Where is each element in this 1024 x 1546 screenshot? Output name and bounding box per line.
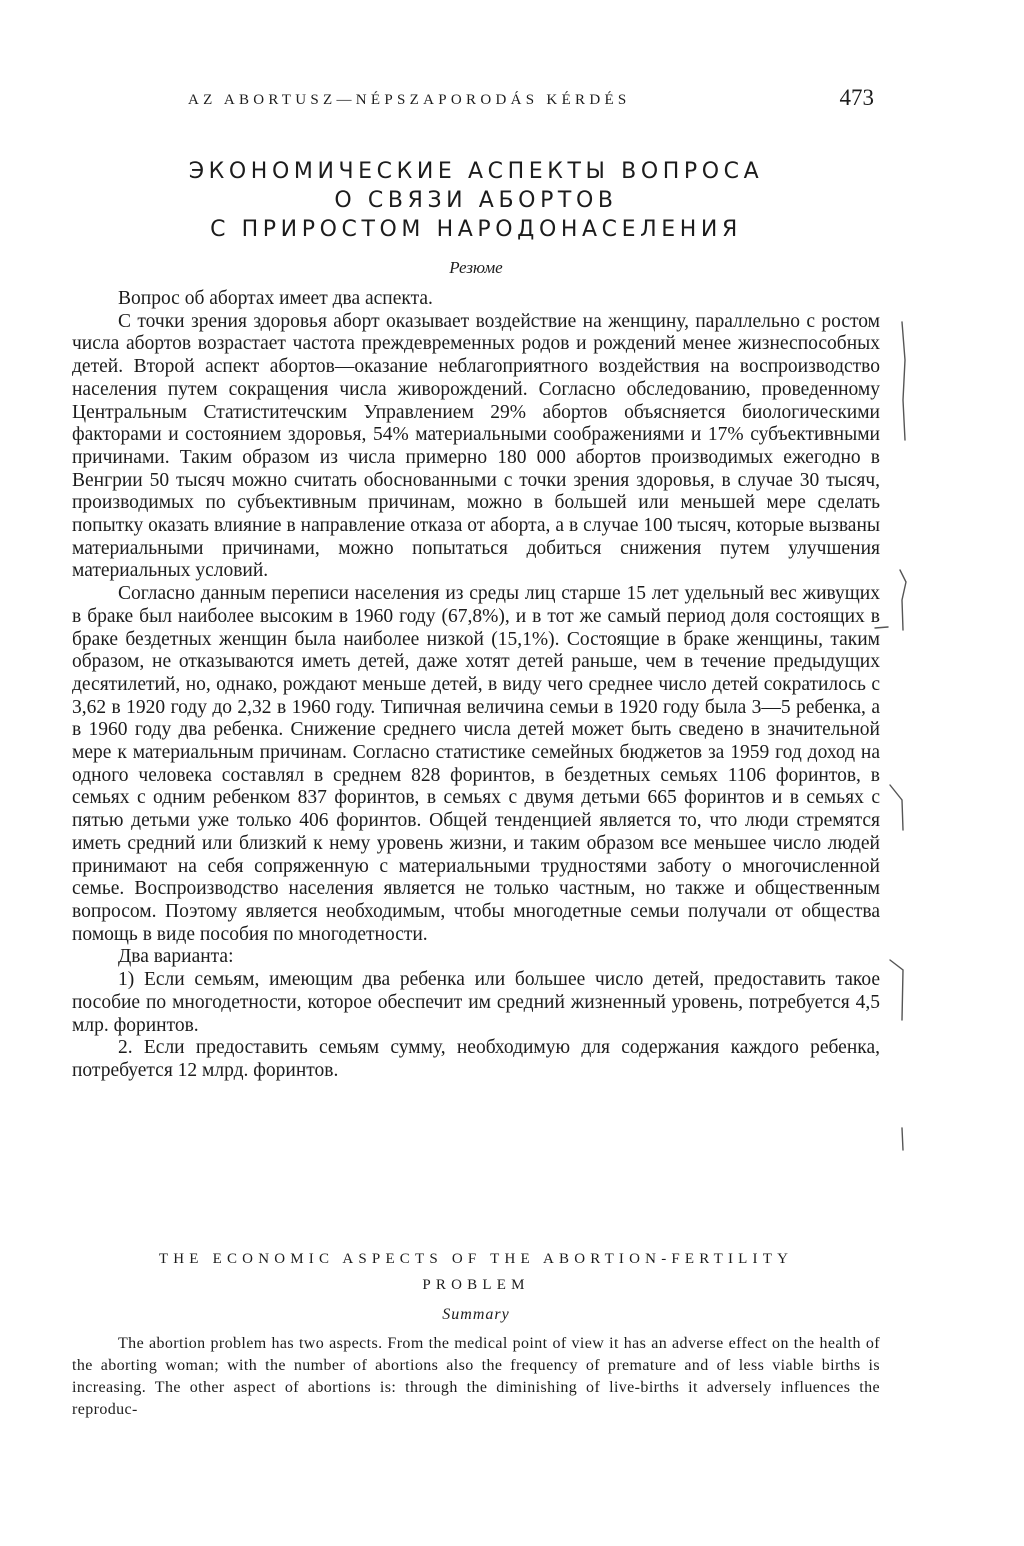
- russian-title-line-2: О СВЯЗИ АБОРТОВ: [334, 188, 618, 213]
- russian-paragraph-1: Вопрос об абортах имеет два аспекта.: [118, 288, 433, 309]
- english-title-line-1: THE ECONOMIC ASPECTS OF THE ABORTION-FERTILITY: [158, 1251, 794, 1267]
- running-head: AZ ABORTUSZ—NÉPSZAPORODÁS KÉRDÉS: [188, 92, 631, 108]
- russian-paragraph-3: Согласно данным переписи населения из среды лиц старше 15 лет удельный вес живущих в браке был наиболее высоким в 1960 году (67,8%), и в тот же самый период доля состоящих в браке бездетных женщин была наиболее низкой (15,1%). Состоящие в браке женщины, таким образом, не отказываются иметь детей, даже хотят детей раньше, чем в течение предыдущих десятилетий, но, однако, рождают меньше детей, в виду чего среднее число детей сократилось с 3,62 в 1920 году до 2,32 в 1960 году. Типичная величина семьи в 1920 году была 3—5 ребенка, а в 1960 году два ребенка. Снижение среднего числа детей может быть сведено в значительной мере к материальным причинам. Согласно статистике семейных бюджетов за 1959 год доход на одного человека составлял в среднем 828 форинтов, в бездетных семьях 1106 форинтов, в семьях с одним ребенком 837 форинтов, в семьях с двумя детьми 665 форинтов и в семьях с пятью детьми уже только 406 форинтов. Общей тенденцией является то, что люди стремятся иметь средний или близкий к нему уровень жизни, и таким образом все меньшее число людей принимают на себя сопряженную с материальными трудностями заботу о многочисленной семье. Воспроизводство населения является не только частным, но также и общественным вопросом. Поэтому является необходимым, чтобы многодетные семьи получали от общества помощь в виде пособия по многодетности.: [72, 583, 880, 945]
- english-subtitle: Summary: [442, 1306, 510, 1323]
- english-paragraph-1: The abortion problem has two aspects. From the medical point of view it has an adverse effect on the health of the aborting woman; with the number of abortions also the frequency of premature and of less viable births is increasing. The other aspect of abortions is: through the diminishing of live-births it adversely influences the reproduc-: [72, 1335, 880, 1418]
- english-title-line-2: PROBLEM: [422, 1277, 530, 1293]
- russian-subtitle: Резюме: [449, 258, 503, 277]
- margin-mark-6: [902, 1128, 903, 1150]
- english-title: [64, 1246, 888, 1298]
- russian-paragraph-2: С точки зрения здоровья аборт оказывает воздействие на женщину, параллельно с ростом числа абортов возрастает частота преждевременных родов и рождений менее жизнеспособных детей. Второй аспект абортов—оказание неблагоприятного воздействия на воспроизводство населения путем сокращения числа живорождений. Согласно обследованию, проведенному Центральным Статиститечским Управлением 29% абортов объясняется биологическими факторами и состоянием здоровья, 54% материальными соображениями и 17% субъективными причинами. Таким образом из числа примерно 180 000 абортов производимых ежегодно в Венгрии 50 тысяч можно считать обоснованными с точки зрения здоровья, в случае 30 тысяч, производимых по субъективным причинам, можно в большей или меньшей мере сделать попытку оказать влияние в направление отказа от аборта, а в случае 100 тысяч, которые вызваны материальными причинами, можно попытаться добиться снижения путем улучшения материальных условий.: [72, 310, 880, 582]
- russian-paragraph-6: 2. Если предоставить семьям сумму, необходимую для содержания каждого ребенка, потребуется 12 млрд. форинтов.: [72, 1037, 880, 1081]
- page-number: 473: [839, 85, 874, 110]
- margin-mark-2: [900, 570, 906, 630]
- russian-paragraph-4: Два варианта:: [118, 946, 234, 968]
- margin-mark-4: [890, 785, 903, 830]
- russian-title-line-1: ЭКОНОМИЧЕСКИЕ АСПЕКТЫ ВОПРОСА: [188, 159, 764, 184]
- margin-mark-5: [890, 960, 903, 1020]
- margin-mark-1: [902, 322, 905, 440]
- english-body: [72, 1333, 880, 1421]
- russian-title-line-3: С ПРИРОСТОМ НАРОДОНАСЕЛЕНИЯ: [210, 217, 742, 242]
- margin-mark-3: [875, 627, 888, 628]
- russian-paragraph-5: 1) Если семьям, имеющим два ребенка или большее число детей, предоставить такое пособие по многодетности, которое обеспечит им средний жизненный уровень, потребуется 4,5 млр. форинтов.: [72, 969, 880, 1036]
